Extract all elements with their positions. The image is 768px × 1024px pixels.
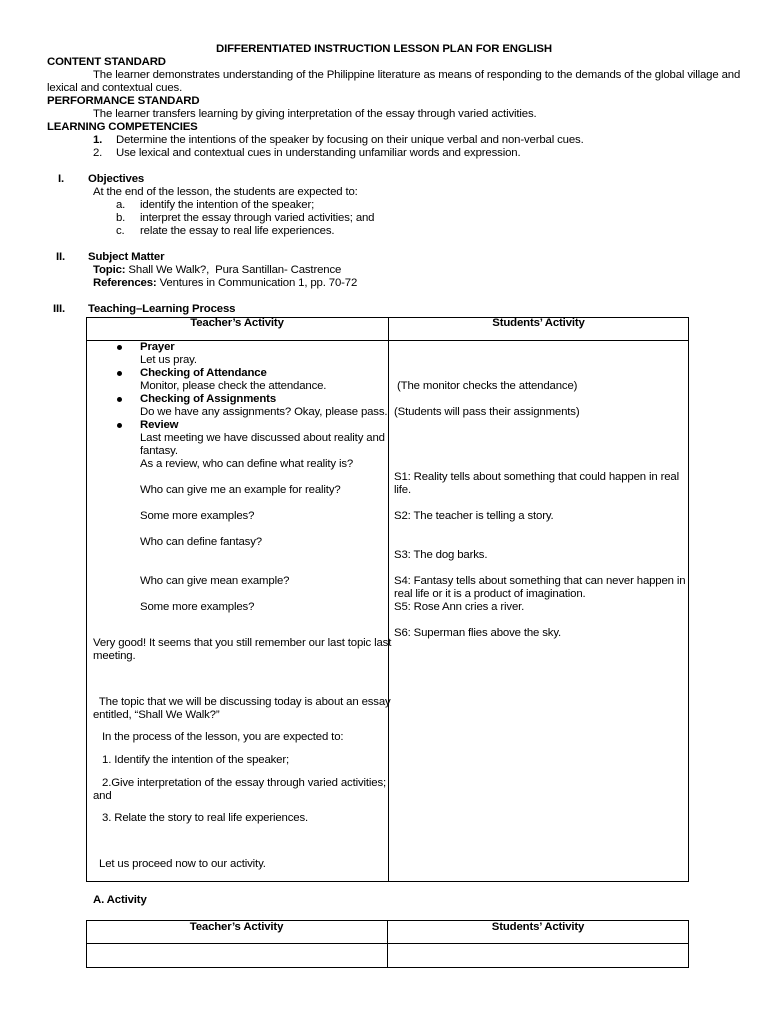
proceed-text: Let us proceed now to our activity. [93,858,266,870]
process-item-2-line2: and [93,790,112,802]
performance-standard-heading: PERFORMANCE STANDARD [47,95,200,107]
objectives-heading: Objectives [88,173,145,185]
objective-text: identify the intention of the speaker; [140,199,315,211]
prayer-text: Let us pray. [140,354,197,366]
objectives-intro: At the end of the lesson, the students are expected to: [93,186,358,198]
subject-matter-numeral: II. [56,251,66,263]
question-more-examples: Some more examples? [140,601,255,613]
review-heading: Review [140,419,179,431]
student-response-s4-line1: S4: Fantasy tells about something that can never happen in [394,575,686,587]
question-more-examples: Some more examples? [140,510,255,522]
competency-text: Use lexical and contextual cues in understanding unfamiliar words and expression. [116,147,521,159]
activity-students-header: Students’ Activity [491,921,585,933]
question-define-fantasy: Who can define fantasy? [140,536,262,548]
student-response-s3: S3: The dog barks. [394,549,488,561]
content-standard-text-line2: lexical and contextual cues. [47,82,183,94]
attendance-heading: Checking of Attendance [140,367,267,379]
review-text-line2: fantasy. [140,445,178,457]
objective-text: interpret the essay through varied activities; and [140,212,375,224]
student-response-s5: S5: Rose Ann cries a river. [394,601,525,613]
review-text-line1: Last meeting we have discussed about reality and [140,432,385,444]
activity-heading: A. Activity [93,894,147,906]
assignments-heading: Checking of Assignments [140,393,277,405]
references-label: References: [93,277,157,289]
student-response-pass: (Students will pass their assignments) [394,406,580,418]
process-item-1: 1. Identify the intention of the speaker; [93,754,290,766]
process-numeral: III. [53,303,66,315]
objective-letter: c. [116,225,125,237]
process-item-3: 3. Relate the story to real life experiences. [93,812,309,824]
student-response-s1-line2: life. [394,484,411,496]
objective-letter: b. [116,212,126,224]
question-example-reality: Who can give me an example for reality? [140,484,341,496]
topic-value: Shall We Walk?, Pura Santillan- Castrence [125,264,342,276]
competency-number: 1. [93,134,103,146]
student-response-s1-line1: S1: Reality tells about something that could happen in real [394,471,679,483]
references-value: Ventures in Communication 1, pp. 70-72 [156,277,358,289]
table-column-divider [388,317,389,882]
assignments-text: Do we have any assignments? Okay, please pass. [140,406,388,418]
topic-label: Topic: [93,264,126,276]
content-standard-text-line1: The learner demonstrates understanding of the Philippine literature as means of responding to the demands of the global village and [93,69,741,81]
attendance-text: Monitor, please check the attendance. [140,380,327,392]
objective-text: relate the essay to real life experiences. [140,225,335,237]
process-heading: Teaching–Learning Process [88,303,236,315]
activity-teacher-header: Teacher’s Activity [189,921,284,933]
objectives-numeral: I. [58,173,65,185]
subject-matter-heading: Subject Matter [88,251,165,263]
competency-text: Determine the intentions of the speaker by focusing on their unique verbal and non-verbal cues. [116,134,584,146]
topic-intro-line1: The topic that we will be discussing today is about an essay [93,696,391,708]
bullet-icon [117,345,122,350]
students-activity-header: Students’ Activity [492,317,585,329]
performance-standard-text: The learner transfers learning by giving interpretation of the essay through varied activities. [93,108,537,120]
page-title: DIFFERENTIATED INSTRUCTION LESSON PLAN FOR ENGLISH [216,43,552,55]
table-header-divider [86,340,689,341]
student-response-s4-line2: real life or it is a product of imagination. [394,588,586,600]
references-line [93,277,357,290]
activity-table-header-divider [86,943,689,944]
very-good-line2: meeting. [93,650,136,662]
prayer-heading: Prayer [140,341,175,353]
topic-intro-line2: entitled, “Shall We Walk?” [93,709,220,721]
student-response-s6: S6: Superman flies above the sky. [394,627,562,639]
topic-line [93,264,341,277]
competency-number: 2. [93,147,103,159]
very-good-line1: Very good! It seems that you still remember our last topic last [93,637,392,649]
content-standard-heading: CONTENT STANDARD [47,56,166,68]
teacher-activity-header: Teacher’s Activity [190,317,284,329]
objective-letter: a. [116,199,126,211]
bullet-icon [117,423,122,428]
student-response-s2: S2: The teacher is telling a story. [394,510,554,522]
bullet-icon [117,397,122,402]
review-text-line3: As a review, who can define what reality is? [140,458,354,470]
process-intro: In the process of the lesson, you are expected to: [93,731,344,743]
question-mean-example: Who can give mean example? [140,575,290,587]
student-response-monitor: (The monitor checks the attendance) [394,380,578,392]
bullet-icon [117,371,122,376]
learning-competencies-heading: LEARNING COMPETENCIES [47,121,198,133]
process-item-2-line1: 2.Give interpretation of the essay through varied activities; [93,777,387,789]
